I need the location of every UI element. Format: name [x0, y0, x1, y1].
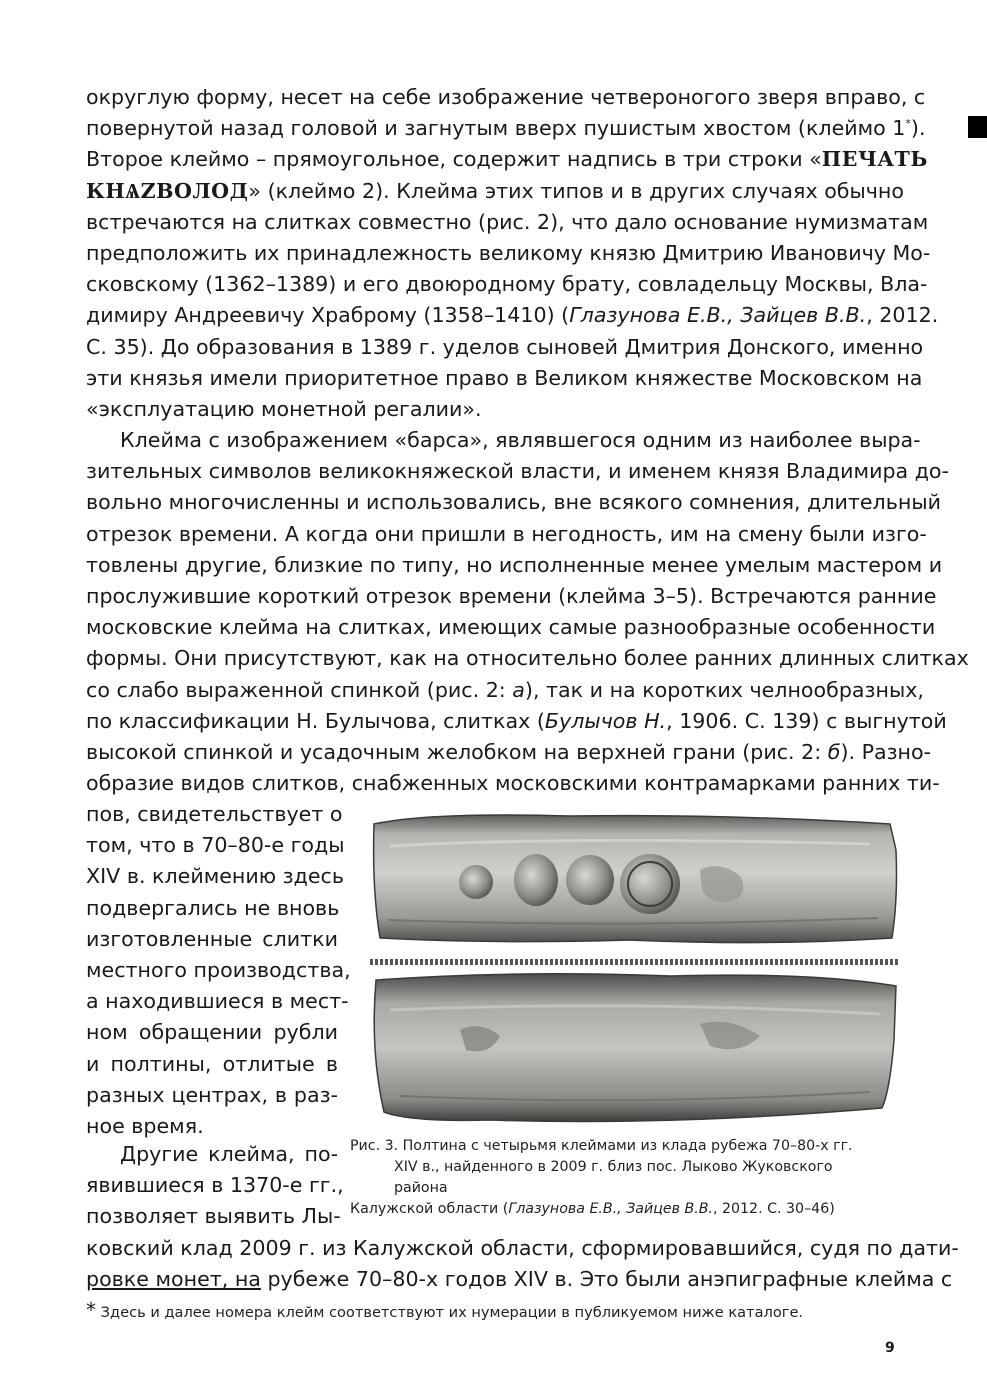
paragraph-3-full [86, 1233, 959, 1295]
text-line: позволяет выявить Лы- [86, 1204, 341, 1229]
footnote [86, 1300, 906, 1323]
text-line: КНѦZВОЛОД» (клеймо 2). Клейма этих типов и в других случаях обычно [86, 178, 904, 203]
caption-line: Рис. 3. Полтина с четырьмя клеймами из клада рубежа 70–80-х гг. [350, 1138, 853, 1154]
ingot-bottom-view [374, 974, 896, 1122]
text-line: изготовленные слитки [86, 926, 338, 951]
text-line: ровке монет, на рубеже 70–80-х годов XIV в. Это были анэпиграфные клейма с [86, 1267, 953, 1292]
text-line: местного производства, [86, 957, 351, 982]
figure-caption [350, 1136, 890, 1220]
caption-line: XIV в., найденного в 2009 г. близ пос. Лыково Жуковского района [394, 1159, 833, 1196]
text-line: ное время. [86, 1113, 204, 1138]
text-line: «эксплуатацию монетной регалии». [86, 396, 482, 421]
text-line: вольно многочисленны и использовались, вне всякого сомнения, длительный [86, 490, 941, 515]
reference-authors: Глазунова Е.В., Зайцев В.В. [569, 303, 867, 328]
text-line: встречаются на слитках совместно (рис. 2), что дало основание нумизматам [86, 209, 929, 234]
text-line: повернутой назад головой и загнутым вверх пушистым хвостом (клеймо 1*). [86, 116, 926, 141]
text-line: подвергались не вновь [86, 895, 340, 920]
text-line: том, что в 70–80-е годы [86, 833, 345, 858]
caption-line: Калужской области (Глазунова Е.В., Зайцев В.В., 2012. С. 30–46) [350, 1201, 835, 1217]
paragraph-1 [86, 82, 939, 425]
text-line: Клейма с изображением «барса», являвшегося одним из наиболее выра- [120, 428, 921, 452]
text-line: со слабо выраженной спинкой (рис. 2: а), так и на коротких челнообразных, [86, 677, 924, 702]
text-line: и полтины, отлитые в [86, 1051, 338, 1076]
text-line: образие видов слитков, снабженных московскими контрамарками ранних ти- [86, 771, 940, 796]
text-line: высокой спинкой и усадочным желобком на верхней грани (рис. 2: б). Разно- [86, 739, 932, 764]
text-line: эти князья имели приоритетное право в Великом княжестве Московском на [86, 365, 923, 390]
text-line: Второе клеймо – прямоугольное, содержит надпись в три строки «ПЕЧАТЬ [86, 147, 928, 172]
ingot-top-view [374, 815, 897, 943]
text-line: округлую форму, несет на себе изображение четвероногого зверя вправо, с [86, 85, 926, 109]
text-line: отрезок времени. А когда они пришли в негодность, им на смену были изго- [86, 521, 927, 546]
narrow-column-text [86, 799, 351, 1142]
ingot-photo-svg [370, 810, 900, 1130]
text-line: Другие клейма, по- [120, 1142, 338, 1166]
text-line: ковский клад 2009 г. из Калужской области, сформировавшийся, судя по дати- [86, 1236, 959, 1260]
text-line: товлены другие, близкие по типу, но исполненные менее умелым мастером и [86, 552, 943, 577]
text-line: а находившиеся в мест- [86, 989, 349, 1014]
text-line: по классификации Н. Булычова, слитках (Булычов Н., 1906. С. 139) с выгнутой [86, 708, 947, 733]
text-line: разных центрах, в раз- [86, 1082, 338, 1107]
text-line: прослужившие короткий отрезок времени (клейма 3–5). Встречаются ранние [86, 583, 937, 608]
footnote-marker: * [86, 1298, 96, 1322]
footnote-text: Здесь и далее номера клейм соответствуют их нумерации в публикуемом ниже каталоге. [96, 1304, 804, 1321]
text-line: московские клейма на слитках, имеющих самые разнообразные особенности [86, 615, 936, 640]
stamp-imprint [514, 854, 558, 906]
text-line: явившиеся в 1370-е гг., [86, 1173, 344, 1198]
text-line: сковскому (1362–1389) и его двоюродному брату, совладельцу Москвы, Вла- [86, 272, 928, 297]
text-line: XIV в. клеймению здесь [86, 864, 344, 889]
text-line: димиру Андреевичу Храброму (1358–1410) (Глазунова Е.В., Зайцев В.В., 2012. [86, 303, 939, 328]
text-line: формы. Они присутствуют, как на относительно более ранних длинных слитках [86, 646, 969, 671]
text-line: С. 35). До образования в 1389 г. уделов сыновей Дмитрия Донского, именно [86, 334, 924, 359]
ingot-photograph [370, 810, 900, 1130]
stamp-imprint [459, 865, 493, 899]
page-number: 9 [885, 1340, 895, 1356]
reference-author: Булычов Н. [544, 708, 667, 733]
stamp-imprint [566, 855, 614, 905]
edge-tab-mark [968, 116, 987, 138]
old-slavonic-inscription: КНѦZВОЛОД [86, 178, 249, 203]
paragraph-3-narrow [86, 1139, 344, 1233]
text-line: зительных символов великокняжеской власти, и именем князя Владимира до- [86, 459, 949, 484]
text-line: ном обращении рубли [86, 1020, 338, 1045]
paragraph-2 [86, 425, 969, 799]
old-slavonic-inscription: ПЕЧАТЬ [821, 147, 928, 172]
text-line: предположить их принадлежность великому князю Дмитрию Ивановичу Мо- [86, 240, 931, 265]
text-line: пов, свидетельствует о [86, 802, 343, 826]
